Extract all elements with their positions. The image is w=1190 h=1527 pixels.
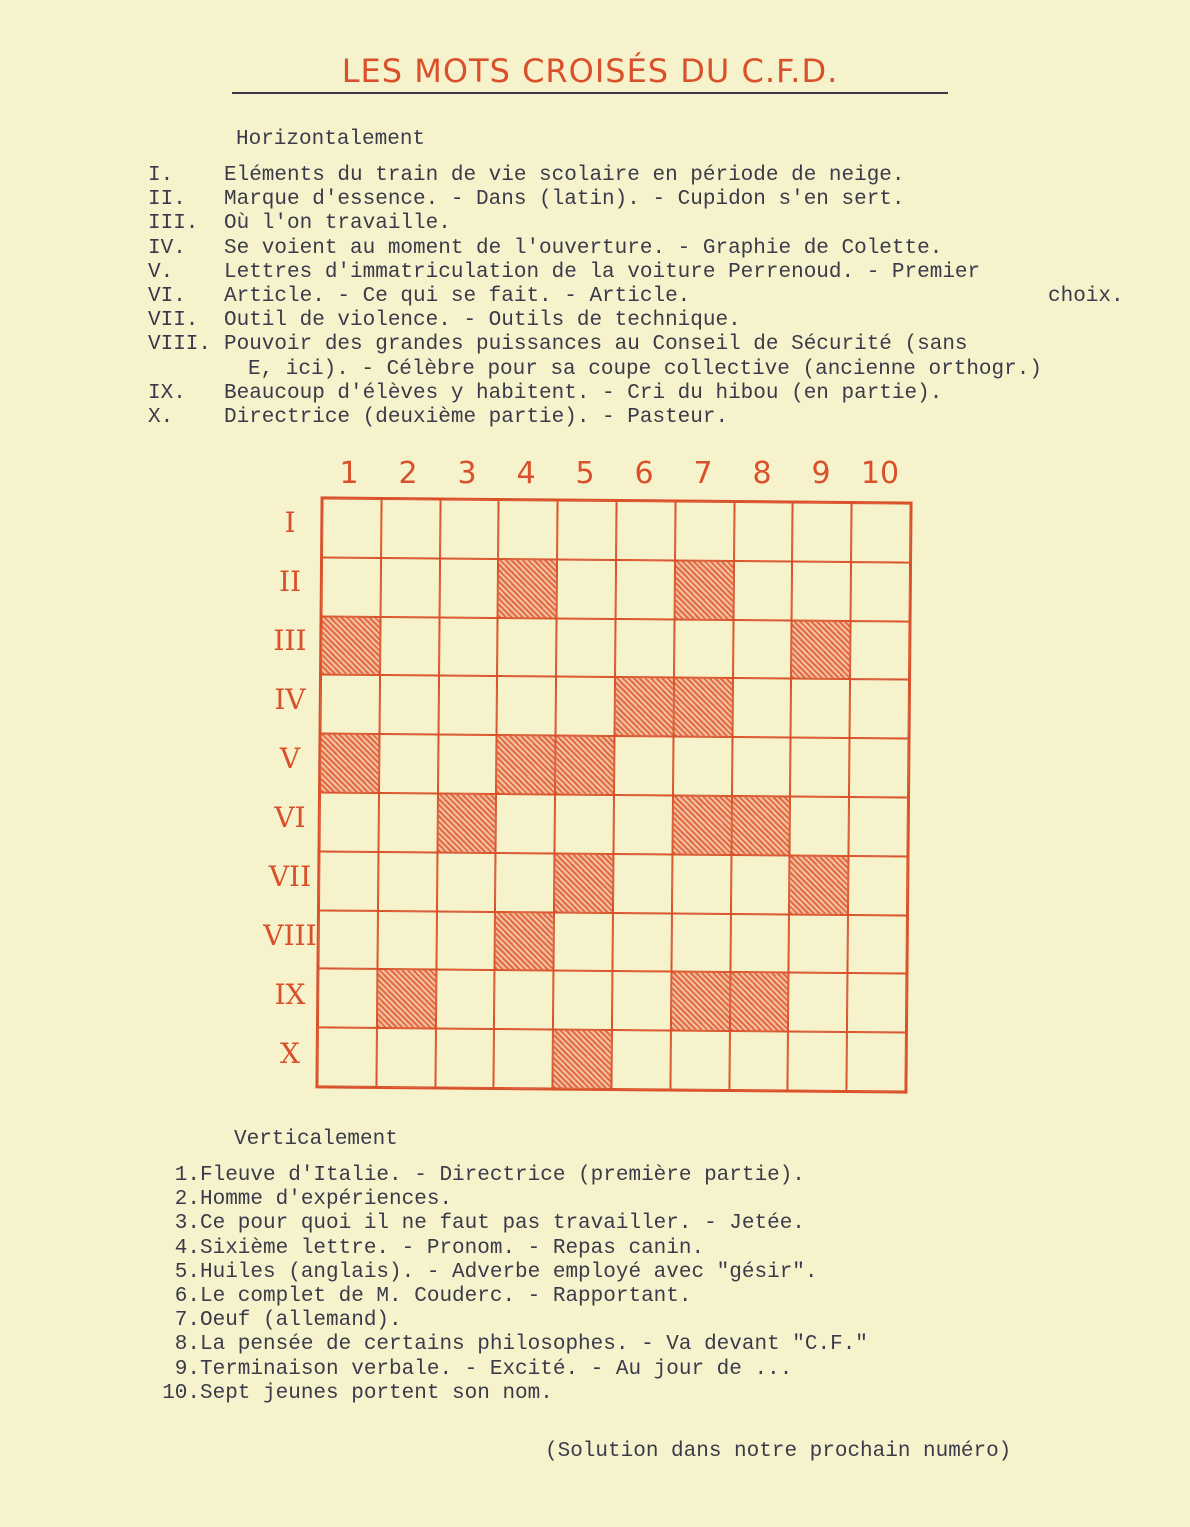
grid-cell — [496, 794, 555, 853]
clue-down-9: 9. Terminaison verbale. - Excité. - Au jour de ... — [174, 1357, 793, 1381]
crossword-grid — [315, 496, 912, 1093]
grid-cell — [322, 557, 381, 616]
grid-cell — [851, 562, 910, 621]
clue-down-6: 6. Le complet de M. Couderc. - Rapportant. — [174, 1285, 692, 1309]
grid-cell — [850, 679, 909, 738]
clue-across-6: VI. Article. - Ce qui se fait. - Article. choix. — [148, 285, 1124, 309]
footer-note: (Solution dans notre prochain numéro) — [545, 1440, 1012, 1463]
grid-cell — [379, 734, 438, 793]
grid-cell-black — [321, 616, 380, 675]
row-number: II — [278, 565, 302, 598]
row-number: IX — [274, 978, 306, 1011]
grid-cell — [317, 1028, 376, 1087]
grid-cell — [613, 795, 672, 854]
grid-cell-black — [555, 736, 614, 795]
grid-cell — [613, 854, 672, 913]
grid-cell — [554, 912, 613, 971]
grid-cell — [732, 678, 791, 737]
horizontal-heading: Horizontalement — [236, 128, 426, 151]
grid-cell-black — [673, 678, 732, 737]
grid-cell — [438, 676, 497, 735]
grid-cell-black — [791, 620, 850, 679]
grid-cell — [319, 851, 378, 910]
clue-down-2: 2. Homme d'expériences. — [174, 1188, 453, 1212]
row-number: V — [279, 742, 301, 775]
grid-cell — [321, 675, 380, 734]
grid-cell — [847, 973, 906, 1032]
clue-across-5-continuation: choix. — [1048, 285, 1124, 309]
grid-cell — [734, 502, 793, 561]
column-number: 7 — [693, 456, 713, 491]
grid-cell — [612, 971, 671, 1030]
grid-cell-black — [789, 855, 848, 914]
clue-across-7: VII. Outil de violence. - Outils de technique. — [148, 309, 741, 333]
grid-cell — [790, 738, 849, 797]
grid-cell-black — [671, 972, 730, 1031]
grid-cell — [319, 792, 378, 851]
grid-cell — [792, 561, 851, 620]
grid-cell-black — [495, 912, 554, 971]
grid-cell — [614, 736, 673, 795]
row-number: VIII — [263, 919, 317, 952]
grid-cell-black — [672, 795, 731, 854]
grid-cell — [378, 793, 437, 852]
grid-cell — [376, 1028, 435, 1087]
grid-cell — [439, 558, 498, 617]
grid-cell — [730, 914, 789, 973]
column-number: 5 — [575, 456, 595, 491]
grid-cell — [380, 558, 439, 617]
page-title: LES MOTS CROISÉS DU C.F.D. — [232, 52, 948, 94]
grid-cell — [790, 797, 849, 856]
grid-cell — [377, 911, 436, 970]
grid-cell — [615, 619, 674, 678]
grid-cell — [789, 914, 848, 973]
grid-cell — [556, 618, 615, 677]
clue-across-2: II. Marque d'essence. - Dans (latin). - Cupidon s'en sert. — [148, 188, 905, 212]
grid-cell — [671, 913, 730, 972]
row-number: X — [280, 1037, 300, 1070]
row-number: III — [273, 624, 307, 657]
grid-cell — [849, 738, 908, 797]
grid-cell — [378, 852, 437, 911]
clue-down-4: 4. Sixième lettre. - Pronom. - Repas canin. — [174, 1236, 705, 1260]
grid-cell — [318, 969, 377, 1028]
grid-cell — [379, 675, 438, 734]
grid-cell — [322, 498, 381, 557]
grid-cell — [557, 500, 616, 559]
grid-cell-black — [674, 560, 733, 619]
grid-cell — [672, 854, 731, 913]
grid-cell — [556, 677, 615, 736]
vertical-clues — [130, 1164, 950, 1406]
grid-cell — [670, 1031, 729, 1090]
grid-cell — [498, 500, 557, 559]
grid-cell — [318, 910, 377, 969]
grid-cell — [438, 735, 497, 794]
grid-cell — [497, 676, 556, 735]
grid-cell — [436, 970, 495, 1029]
horizontal-clues — [148, 164, 1124, 430]
grid-cell-black — [377, 969, 436, 1028]
grid-cell — [847, 1032, 906, 1091]
grid-cell-black — [498, 559, 557, 618]
grid-cell — [553, 971, 612, 1030]
grid-cell — [497, 618, 556, 677]
grid-cell-black — [614, 677, 673, 736]
grid-cell — [381, 499, 440, 558]
clue-across-5: V. Lettres d'immatriculation de la voiture Perrenoud. - Premier — [148, 260, 981, 284]
grid-cell — [616, 560, 675, 619]
grid-cell — [616, 501, 675, 560]
clue-across-4: IV. Se voient au moment de l'ouverture. - Graphie de Colette. — [148, 236, 943, 260]
column-number: 9 — [811, 456, 831, 491]
grid-cell — [792, 503, 851, 562]
vertical-heading: Verticalement — [234, 1128, 398, 1151]
clue-across-10: X. Directrice (deuxième partie). - Pasteur. — [148, 406, 729, 430]
grid-cell — [435, 1029, 494, 1088]
clue-across-3: III. Où l'on travaille. — [148, 212, 451, 236]
grid-cell — [674, 619, 733, 678]
row-number: I — [284, 506, 296, 539]
grid-cell — [612, 913, 671, 972]
clue-down-1: 1. Fleuve d'Italie. - Directrice (première partie). — [174, 1164, 805, 1187]
grid-cell — [729, 1031, 788, 1090]
column-number: 2 — [398, 456, 418, 491]
clue-down-3: 3. Ce pour quoi il ne faut pas travailler. - Jetée. — [174, 1212, 805, 1236]
grid-cell — [732, 737, 791, 796]
grid-cell — [675, 502, 734, 561]
column-number: 1 — [339, 456, 359, 491]
grid-cell — [494, 970, 553, 1029]
grid-cell-black — [730, 972, 789, 1031]
grid-cell-black — [554, 853, 613, 912]
column-number: 4 — [516, 456, 536, 491]
grid-cell — [439, 617, 498, 676]
grid-cell — [851, 503, 910, 562]
grid-cell — [437, 852, 496, 911]
clue-across-8-line2: E, ici). - Célèbre pour sa coupe collective (ancienne orthogr.) — [248, 357, 1042, 381]
grid-cell — [611, 1030, 670, 1089]
row-number: VII — [268, 860, 312, 893]
grid-cell — [733, 561, 792, 620]
grid-cell — [850, 621, 909, 680]
clue-across-8: VIII. Pouvoir des grandes puissances au Conseil de Sécurité (sans — [148, 333, 968, 357]
grid-cell — [557, 559, 616, 618]
clue-across-9: IX. Beaucoup d'élèves y habitent. - Cri du hibou (en partie). — [148, 381, 943, 405]
grid-cell — [731, 855, 790, 914]
clue-down-10: 10. Sept jeunes portent son nom. — [162, 1381, 553, 1405]
grid-cell — [788, 973, 847, 1032]
grid-cell — [495, 853, 554, 912]
grid-cell — [494, 1029, 553, 1088]
grid-cell-black — [437, 793, 496, 852]
grid-cell — [849, 797, 908, 856]
grid-cell-black — [320, 734, 379, 793]
row-number: VI — [274, 801, 306, 834]
grid-cell-black — [731, 796, 790, 855]
grid-cell — [733, 620, 792, 679]
grid-cell — [380, 617, 439, 676]
clue-down-5: 5. Huiles (anglais). - Adverbe employé avec "gésir". — [174, 1260, 818, 1284]
grid-cell — [848, 856, 907, 915]
row-number: IV — [274, 683, 306, 716]
grid-cell — [788, 1032, 847, 1091]
clue-across-1: I. Eléments du train de vie scolaire en période de neige. — [148, 164, 905, 187]
grid-cell — [791, 679, 850, 738]
grid-cell-black — [553, 1030, 612, 1089]
grid-cell — [436, 911, 495, 970]
column-number: 3 — [457, 456, 477, 491]
column-number: 10 — [860, 456, 900, 491]
grid-cell — [673, 737, 732, 796]
grid-cell — [555, 794, 614, 853]
column-number: 6 — [634, 456, 654, 491]
clue-down-7: 7. Oeuf (allemand). — [174, 1309, 402, 1333]
grid-cell — [440, 499, 499, 558]
column-number: 8 — [752, 456, 772, 491]
grid-cell-black — [496, 735, 555, 794]
clue-down-8: 8. La pensée de certains philosophes. - Va devant "C.F." — [174, 1333, 868, 1357]
grid-cell — [848, 915, 907, 974]
